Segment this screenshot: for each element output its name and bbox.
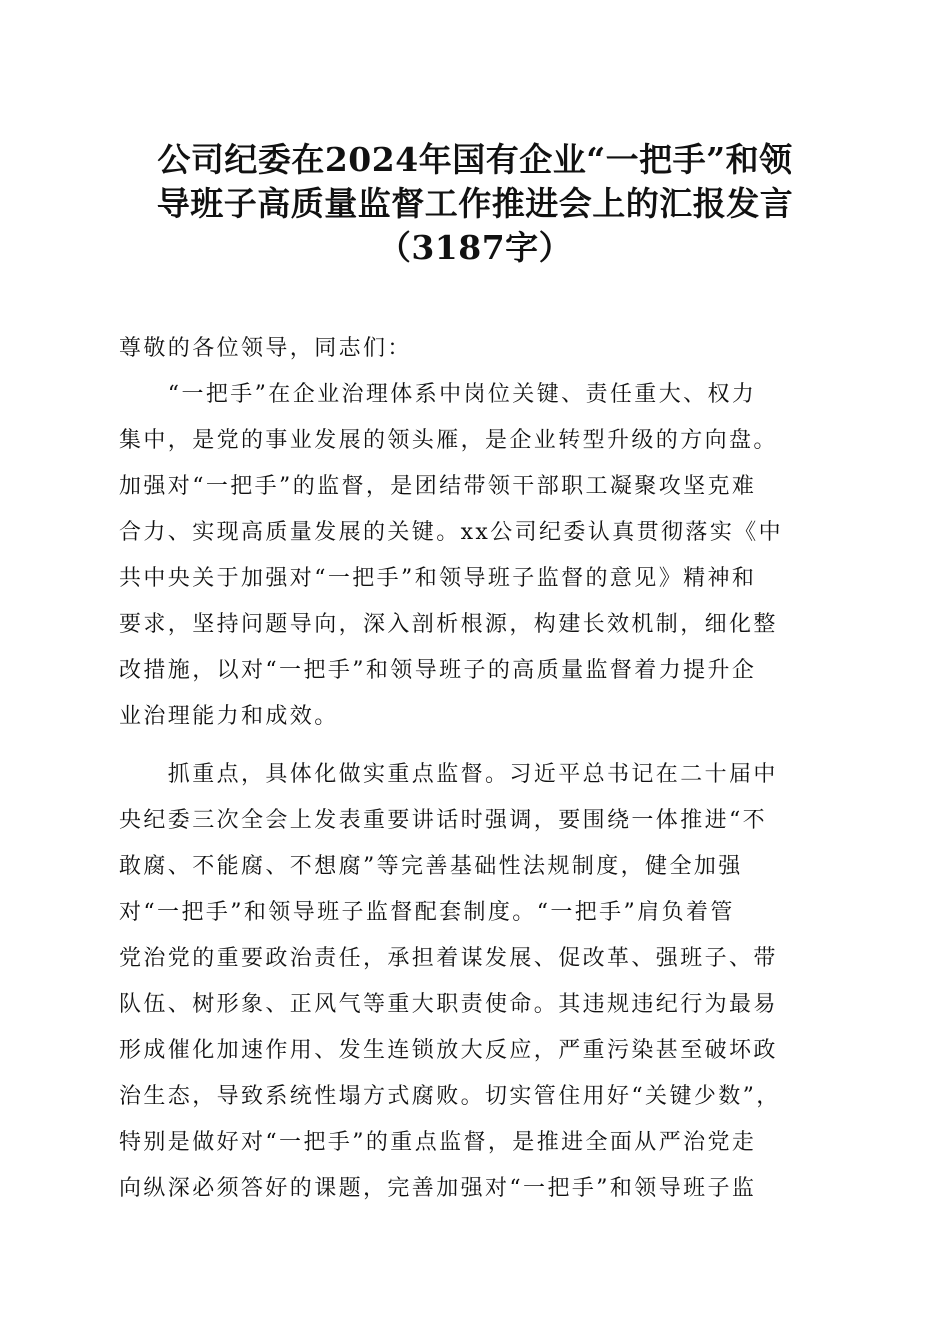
paragraph-line: “一把手”在企业治理体系中岗位关键、责任重大、权力 (119, 382, 757, 407)
paragraph-line: 共中央关于加强对“一把手”和领导班子监督的意见》精神和 (119, 566, 757, 591)
paragraph-line: 特别是做好对“一把手”的重点监督，是推进全面从严治党走 (119, 1130, 757, 1155)
document-title (110, 138, 840, 270)
paragraph-line: 敢腐、不能腐、不想腐”等完善基础性法规制度，健全加强 (119, 854, 743, 879)
paragraph-line: 改措施，以对“一把手”和领导班子的高质量监督着力提升企 (119, 658, 757, 683)
paragraph-line: 向纵深必须答好的课题，完善加强对“一把手”和领导班子监 (119, 1176, 757, 1201)
title-line-2: 导班子高质量监督工作推进会上的汇报发言 (156, 184, 794, 223)
paragraph-line: 治生态，导致系统性塌方式腐败。切实管住用好“关键少数”， (119, 1084, 781, 1109)
paragraph-line: 党治党的重要政治责任，承担着谋发展、促改革、强班子、带 (119, 946, 778, 971)
paragraph-gap (119, 740, 835, 752)
paragraph-line: 集中，是党的事业发展的领头雁，是企业转型升级的方向盘。 (119, 428, 778, 453)
paragraph-line: 对“一把手”和领导班子监督配套制度。“一把手”肩负着管 (119, 900, 735, 925)
paragraph-2 (119, 752, 835, 1212)
paragraph-line: 抓重点，具体化做实重点监督。习近平总书记在二十届中 (119, 762, 778, 787)
paragraph-line: 加强对“一把手”的监督，是团结带领干部职工凝聚攻坚克难 (119, 474, 757, 499)
paragraph-line: 队伍、树形象、正风气等重大职责使命。其违规违纪行为最易 (119, 992, 778, 1017)
paragraph-1 (119, 372, 835, 740)
greeting-line: 尊敬的各位领导，同志们： (119, 336, 412, 361)
paragraph-line: 要求，坚持问题导向，深入剖析根源，构建长效机制，细化整 (119, 612, 778, 637)
title-word-count: （3187字） (377, 228, 573, 267)
document-body (119, 326, 835, 1212)
paragraph-line: 形成催化加速作用、发生连锁放大反应，严重污染甚至破坏政 (119, 1038, 778, 1063)
paragraph-line: 央纪委三次全会上发表重要讲话时强调，要围绕一体推进“不 (119, 808, 768, 833)
title-line-1: 公司纪委在2024年国有企业“一把手”和领 (157, 140, 793, 179)
paragraph-line: 业治理能力和成效。 (119, 704, 339, 729)
paragraph-line: 合力、实现高质量发展的关键。xx公司纪委认真贯彻落实《中 (119, 520, 784, 545)
